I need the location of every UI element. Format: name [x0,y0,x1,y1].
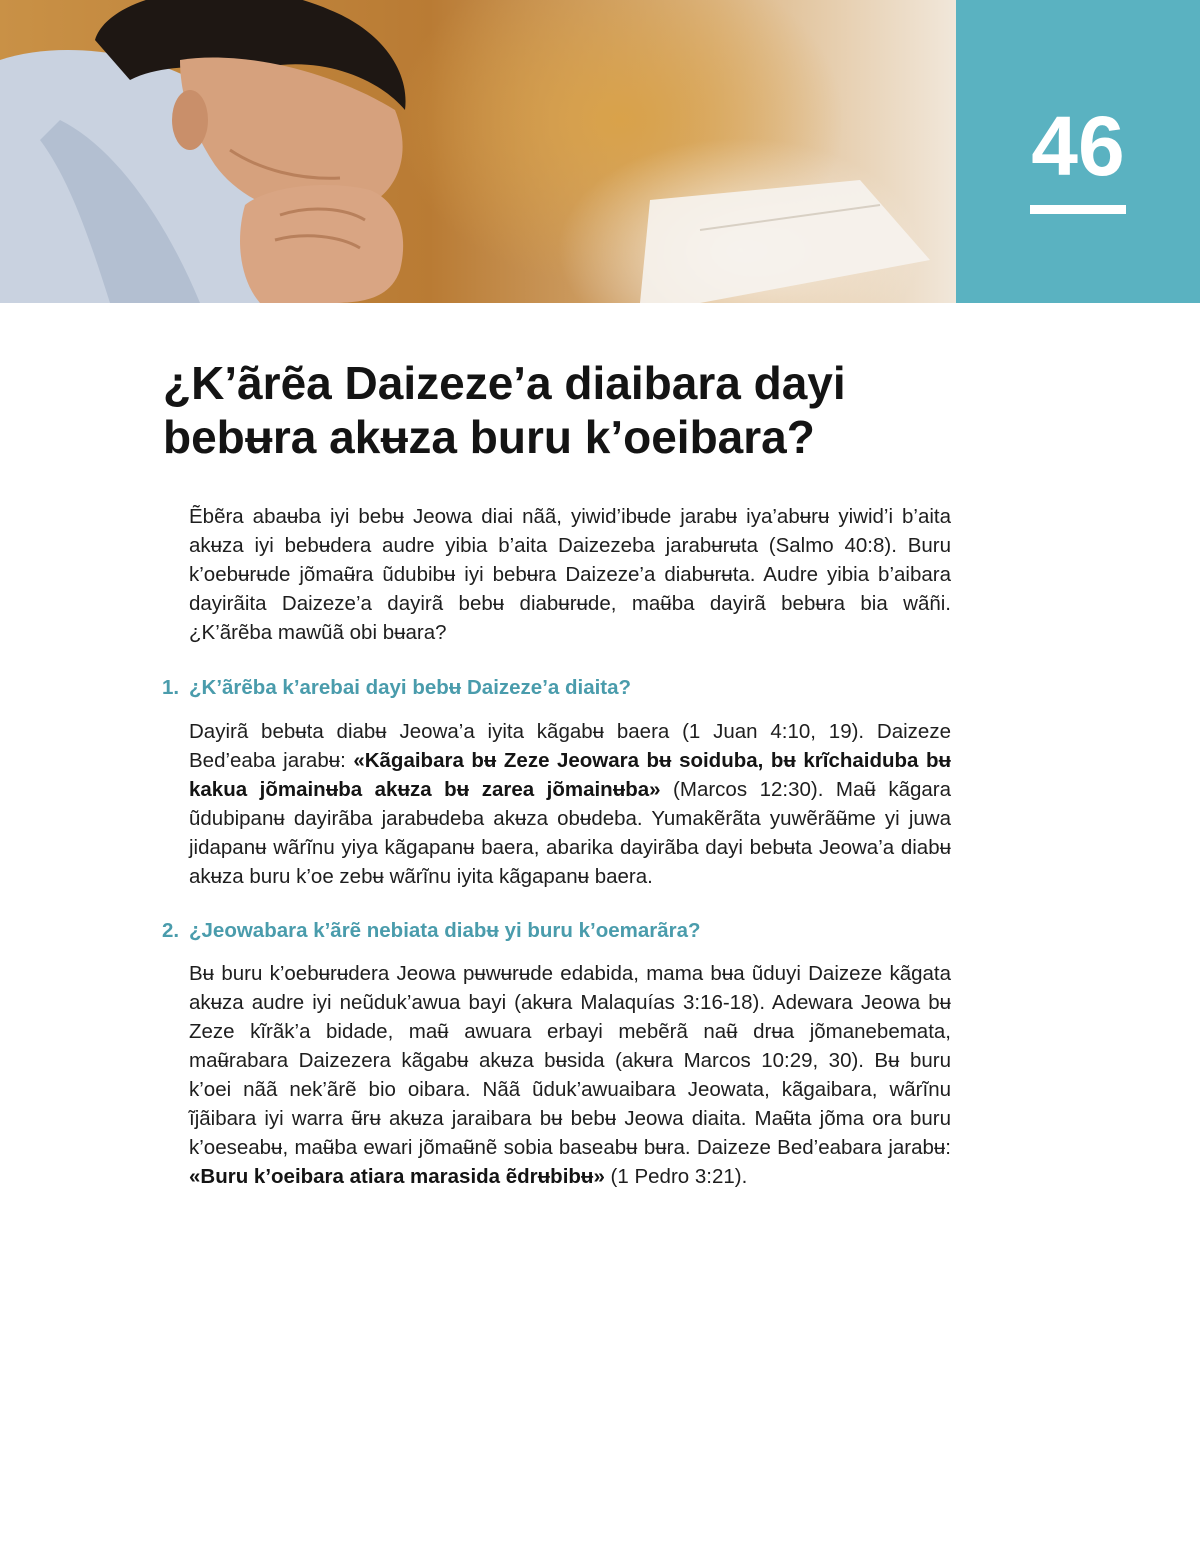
intro-paragraph: Ẽbẽra abaʉba iyi bebʉ Jeowa diai nãã, yiwid’ibʉde jarabʉ iya’abʉrʉ yiwid’i b’aita akʉza iyi bebʉdera audre yibia b’aita Daizezeba jarabʉrʉta (Salmo 40:8). Buru k’oebʉrʉde jõmaʉ̃ra ũdubibʉ iyi bebʉra Daizeze’a diabʉrʉta. Audre yibia b’aibara dayirãita Daizeze’a dayirã bebʉ diabʉrʉde, maʉ̃ba dayirã bebʉra bia wãñi. ¿K’ãrẽba mawũã obi bʉara? [189,505,951,644]
question-2 [162,916,951,945]
answer-text: Dayirã bebʉta diabʉ Jeowa’a iyita kãgabʉ baera (1 Juan 4:10, 19). Daizeze Bed’eaba jarabʉ: [189,720,951,772]
answer-paragraph-1 [189,717,951,891]
lesson-content [162,502,951,1191]
hero-photo [0,0,956,303]
answer-paragraph-2 [189,959,951,1191]
answer-text: (Marcos 12:30). Maʉ̃ kãgara ũdubipanʉ dayirãba jarabʉdeba akʉza obʉdeba. Yumakẽrãta yuwẽrãʉ̃me yi juwa jidapanʉ wãrĩnu yiya kãgapanʉ baera, abarika dayirãba dayi bebʉta Jeowa’a diabʉ akʉza buru k’oe zebʉ wãrĩnu iyita kãgapanʉ baera. [189,778,951,888]
question-text: ¿K’ãrẽba k’arebai dayi bebʉ Daizeze’a diaita? [189,676,632,699]
lesson-number: 46 [1031,99,1125,193]
lesson-title: ¿K’ãrẽa Daizeze’a diaibara dayi bebʉra akʉza buru k’oeibara? [163,357,846,463]
scripture-quote: «Buru k’oeibara atiara marasida ẽdrʉbibʉ» [189,1165,605,1188]
question-text: ¿Jeowabara k’ãrẽ nebiata diabʉ yi buru k’oemarãra? [189,919,701,942]
praying-man-illustration [0,0,956,303]
question-1 [162,673,951,702]
question-number: 1. [162,676,180,699]
answer-text: Bʉ buru k’oebʉrʉdera Jeowa pʉwʉrʉde edabida, mama bʉa ũduyi Daizeze kãgata akʉza audre iyi neũduk’awua bayi (akʉra Malaquías 3:16-18). Adewara Jeowa bʉ Zeze kĩrãk’a bidade, maʉ̃ awuara erbayi mebẽrã naʉ̃ drʉa jõmanebemata, maʉ̃rabara Daizezera kãgabʉ akʉza bʉsida (akʉra Marcos 10:29, 30). Bʉ buru k’oei nãã nek’ãrẽ bio oibara. Nãã ũduk’awuaibara Jeowata, kãgaibara, wãrĩnu ĩjãibara iyi warra ʉ̃rʉ akʉza jaraibara bʉ bebʉ Jeowa diaita. Maʉ̃ta jõma ora buru k’oeseabʉ, maʉ̃ba ewari jõmaʉ̃nẽ sobia baseabʉ bʉra. Daizeze Bed’eabara jarabʉ: [189,962,951,1159]
lesson-number-badge [956,0,1200,303]
question-number: 2. [162,919,180,942]
scripture-quote: «Kãgaibara bʉ Zeze Jeowara bʉ soiduba, bʉ krĩchaiduba bʉ kakua jõmainʉba akʉza bʉ zarea jõmainʉba» [189,749,951,801]
lesson-number-underline [1030,205,1126,214]
answer-text: (1 Pedro 3:21). [604,1165,748,1188]
